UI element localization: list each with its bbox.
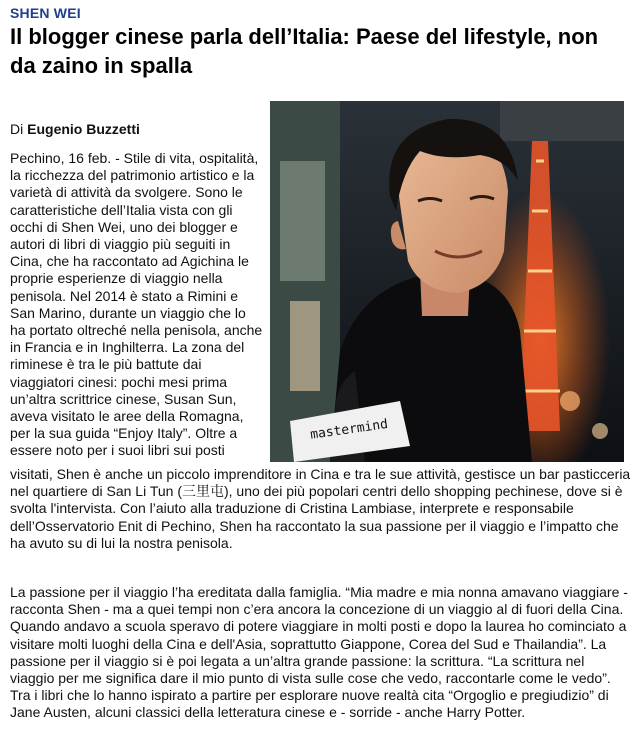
portrait-illustration bbox=[270, 101, 624, 462]
article-photo bbox=[270, 101, 624, 462]
lead-paragraph: Pechino, 16 feb. - Stile di vita, ospitalità, la ricchezza del patrimonio artistico e la varietà di attività da svolgere. Sono le caratteristiche dell’Italia vista con gli occhi di Shen Wei, uno dei blogger e autori di libri di viaggio più seguiti in Cina, che ha raccontato ad Agichina le proprie esperienze di viaggio nella penisola. Nel 2014 è stato a Rimini e San Marino, durante un viaggio che lo ha portato oltreché nella penisola, anche in Francia e in Inghilterra. La zona del riminese è tra le più battute dai viaggiatori cinesi: pochi mesi prima un’altra scrittrice cinese, Susan Sun, aveva visitato le aree della Romagna, per la sua guida “Enjoy Italy”. Oltre a essere noto per i suoi libri sui posti bbox=[10, 150, 263, 459]
paragraph-2: La passione per il viaggio l’ha ereditata dalla famiglia. “Mia madre e mia nonna amavano viaggiare - racconta Shen - ma a quei tempi non c’era ancora la concezione di un viaggio al di fuori della Cina. Quando andavo a scuola speravo di potere viaggiare in molti posti e dopo la laurea ho cominciato a visitare molti luoghi della Cina e dell'Asia, soprattutto Giappone, Corea del Sud e Thailandia”. La passione per il viaggio si è poi legata a un’altra grande passione: la scrittura. “La scrittura nel viaggio per me significa dare il mio punto di vista sulle cose che vedo, raccontarle come le vedo”. Tra i libri che lo hanno ispirato a partire per esplorare nuove realtà cita “Orgoglio e pregiudizio” di Jane Austen, alcuni classici della letteratura cinese e - sorride - anche Harry Potter. bbox=[10, 584, 628, 721]
byline-prefix: Di bbox=[10, 121, 28, 137]
article-headline: Il blogger cinese parla dell’Italia: Paese del lifestyle, non da zaino in spalla bbox=[10, 24, 599, 78]
byline bbox=[10, 121, 140, 137]
lead-continued: visitati, Shen è anche un piccolo imprenditore in Cina e tra le sue attività, gestisce un bar pasticceria nel quartiere di San Li Tun (三里屯), uno dei più popolari centri dello shopping pechinese, dove si è svolta l'intervista. Con l’aiuto alla traduzione di Cristina Lambiase, interprete e responsabile dell’Osservatorio Enit di Pechino, Shen ha raccontato la sua passione per il viaggio e l’impatto che ha avuto su di lui la nostra penisola. bbox=[10, 466, 631, 551]
article-kicker: SHEN WEI bbox=[10, 5, 81, 21]
author-name: Eugenio Buzzetti bbox=[27, 121, 140, 137]
sweater-print: mastermind bbox=[309, 416, 389, 443]
